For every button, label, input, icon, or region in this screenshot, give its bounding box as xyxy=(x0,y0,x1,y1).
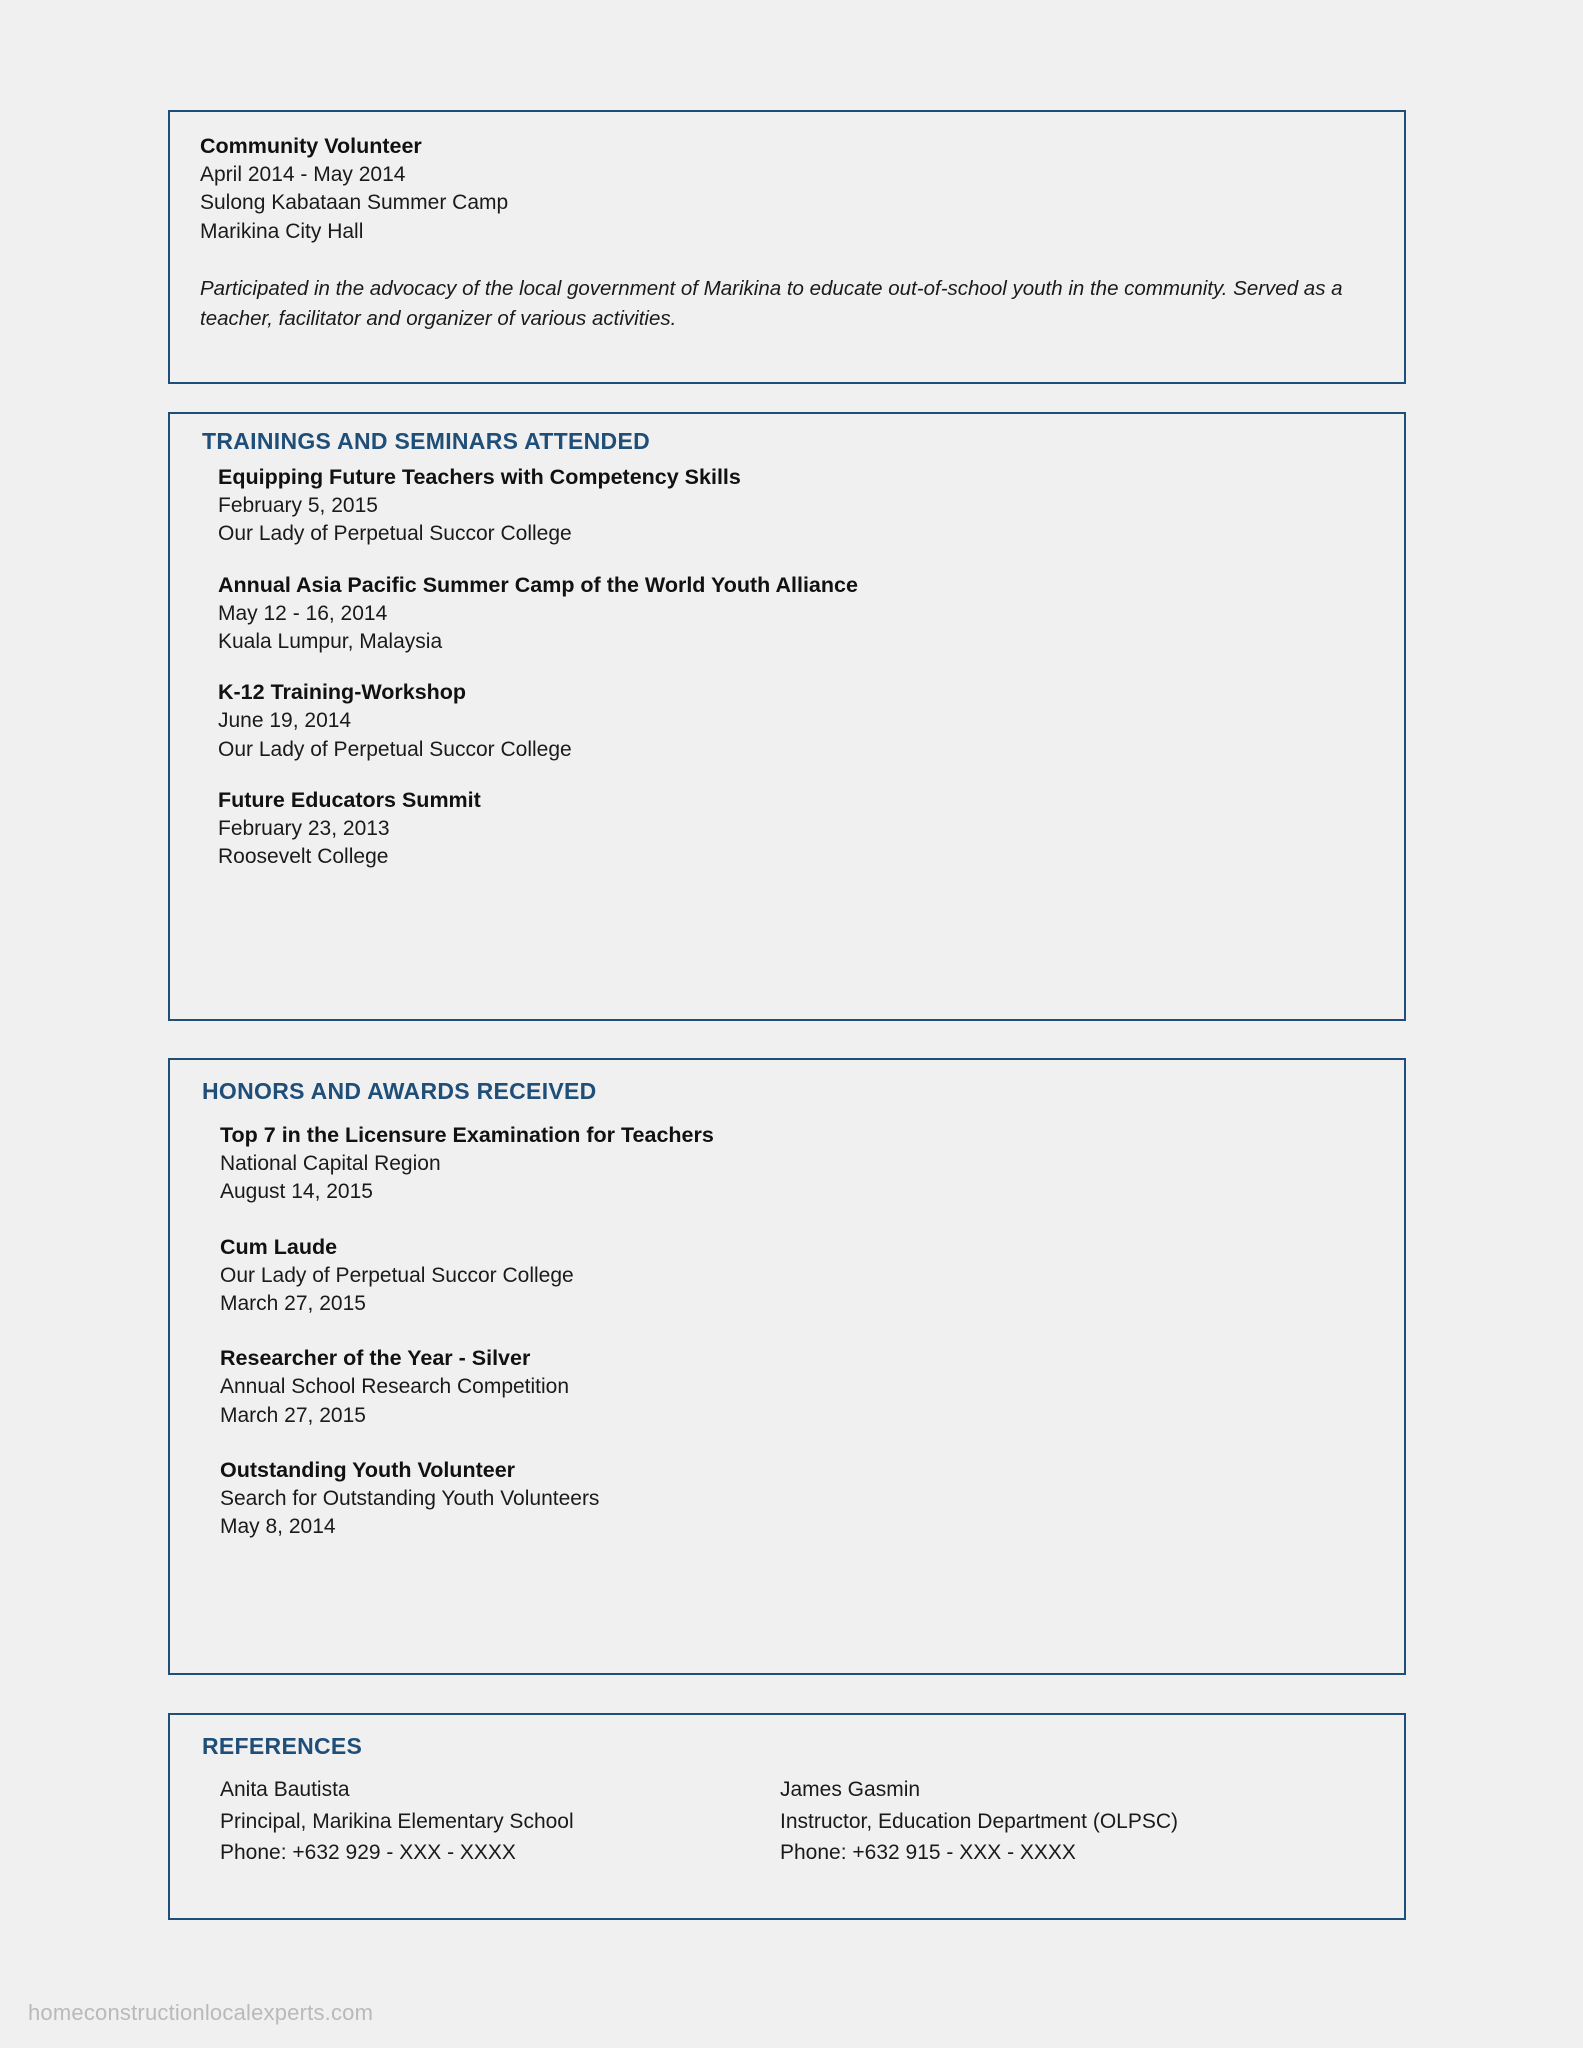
honor-item-detail: Our Lady of Perpetual Succor College xyxy=(220,1263,574,1287)
training-item-venue: Kuala Lumpur, Malaysia xyxy=(218,630,443,654)
honor-item xyxy=(220,1344,1378,1430)
training-item-title: Future Educators Summit xyxy=(218,788,481,813)
experience-entry-title: Community Volunteer xyxy=(200,134,422,158)
honor-item-detail: National Capital Region xyxy=(220,1152,441,1176)
training-item-venue: Roosevelt College xyxy=(218,845,389,869)
honor-item-detail: Search for Outstanding Youth Volunteers xyxy=(220,1487,600,1511)
training-item-title: Equipping Future Teachers with Competency Skills xyxy=(218,465,741,489)
training-item-title: Annual Asia Pacific Summer Camp of the World Youth Alliance xyxy=(218,572,858,597)
reference-name: James Gasmin xyxy=(780,1778,921,1801)
training-item-date: February 5, 2015 xyxy=(218,494,378,518)
footer-site-url: homeconstructionlocalexperts.com xyxy=(28,2000,374,2025)
honor-item xyxy=(220,1456,1378,1542)
references-section xyxy=(168,1713,1406,1920)
reference-role: Principal, Marikina Elementary School xyxy=(220,1809,574,1833)
reference-phone: Phone: +632 929 - XXX - XXXX xyxy=(220,1841,516,1864)
experience-entry-dates: April 2014 - May 2014 xyxy=(200,163,406,187)
honor-item-date: May 8, 2014 xyxy=(220,1515,336,1539)
reference-phone: Phone: +632 915 - XXX - XXXX xyxy=(780,1841,1076,1864)
honor-item-date: March 27, 2015 xyxy=(220,1403,366,1427)
references-section-title: REFERENCES xyxy=(202,1733,363,1759)
training-item xyxy=(218,463,1378,549)
honor-item xyxy=(220,1233,1378,1319)
honor-item xyxy=(220,1121,1378,1207)
honor-item-detail: Annual School Research Competition xyxy=(220,1375,570,1399)
references-inner xyxy=(170,1715,1404,1869)
reference-role: Instructor, Education Department (OLPSC) xyxy=(780,1809,1179,1833)
experience-inner xyxy=(170,112,1404,333)
honors-section-title: HONORS AND AWARDS RECEIVED xyxy=(202,1078,597,1104)
experience-entry xyxy=(200,132,1378,333)
reference-person xyxy=(780,1774,1340,1869)
training-item xyxy=(218,678,1378,764)
training-item-venue: Our Lady of Perpetual Succor College xyxy=(218,522,572,546)
honor-item-date: March 27, 2015 xyxy=(220,1292,366,1316)
training-item-date: June 19, 2014 xyxy=(218,709,352,733)
experience-section xyxy=(168,110,1406,384)
training-item xyxy=(218,571,1378,657)
honor-item-title: Top 7 in the Licensure Examination for Teachers xyxy=(220,1123,714,1147)
training-item-venue: Our Lady of Perpetual Succor College xyxy=(218,737,572,761)
references-grid xyxy=(220,1774,1378,1869)
honor-item-title: Researcher of the Year - Silver xyxy=(220,1346,531,1371)
training-item-date: May 12 - 16, 2014 xyxy=(218,601,388,625)
trainings-section-title: TRAININGS AND SEMINARS ATTENDED xyxy=(202,428,651,454)
honor-item-title: Outstanding Youth Volunteer xyxy=(220,1458,516,1483)
experience-entry-organization: Sulong Kabataan Summer Camp xyxy=(200,191,509,215)
reference-name: Anita Bautista xyxy=(220,1778,350,1801)
honor-item-title: Cum Laude xyxy=(220,1234,338,1259)
training-item-date: February 23, 2013 xyxy=(218,817,390,841)
trainings-inner xyxy=(170,414,1404,872)
honor-item-date: August 14, 2015 xyxy=(220,1180,373,1204)
trainings-section xyxy=(168,412,1406,1021)
experience-entry-location: Marikina City Hall xyxy=(200,219,364,243)
honors-section xyxy=(168,1058,1406,1675)
training-item xyxy=(218,786,1378,872)
reference-person xyxy=(220,1774,780,1869)
honors-inner xyxy=(170,1060,1404,1542)
training-item-title: K-12 Training-Workshop xyxy=(218,680,467,705)
experience-entry-description: Participated in the advocacy of the local government of Marikina to educate out-of-school youth in the community. Served as a teacher, facilitator and organizer of various activities. xyxy=(200,277,1343,330)
